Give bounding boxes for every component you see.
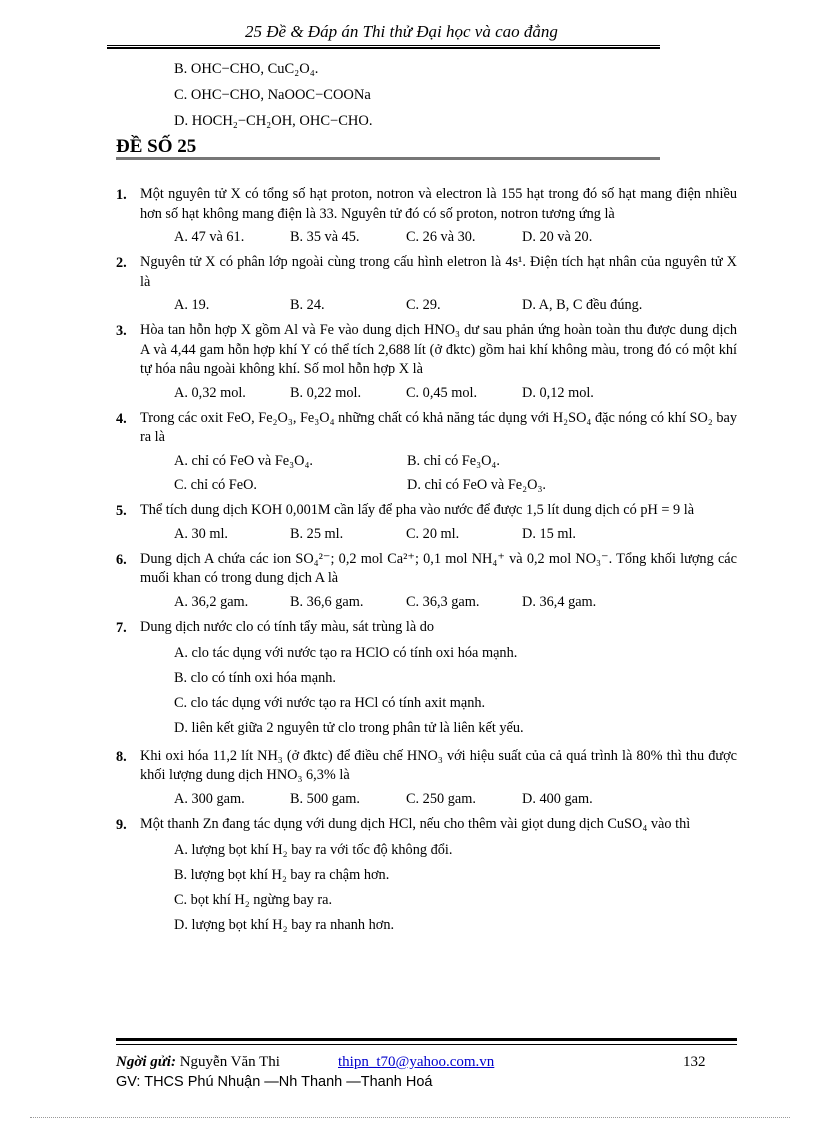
option-c: C. 26 và 30. bbox=[406, 229, 476, 245]
option-a: A. 300 gam. bbox=[174, 790, 245, 807]
option-c: C. 36,3 gam. bbox=[406, 593, 480, 610]
option-b: B. 35 và 45. bbox=[290, 229, 360, 245]
question-text: Một nguyên tử X có tổng số hạt proton, notron và electron là 155 hạt trong đó số hạt mang điện nhiều hơn số hạt không mang điện là 33. Nguyên tử đó có số proton, notron tương ứng là bbox=[140, 186, 737, 222]
page-bottom-border bbox=[30, 1117, 790, 1118]
header-title: 25 Đề & Đáp án Thi thử Đại học và cao đẳng bbox=[245, 22, 558, 41]
question-text: Một thanh Zn đang tác dụng với dung dịch HCl, nếu cho thêm vài giọt dung dịch CuSO₄ vào thì bbox=[140, 815, 691, 832]
question-text: Dung dịch A chứa các ion SO₄²⁻; 0,2 mol Ca²⁺; 0,1 mol NH₄⁺ và 0,2 mol NO₃⁻. Tổng khối lượng các muối khan có trong dung dịch A là bbox=[140, 550, 737, 586]
header-rule bbox=[107, 45, 660, 46]
question-8 bbox=[116, 747, 737, 809]
option-b: B. clo có tính oxi hóa mạnh. bbox=[174, 669, 337, 686]
option: B. OHC−CHO, CuC₂O₄. bbox=[174, 61, 319, 77]
option-a: A. 0,32 mol. bbox=[174, 384, 246, 401]
option-d: D. 400 gam. bbox=[522, 790, 593, 807]
question-number: 8. bbox=[116, 748, 127, 765]
previous-question-options bbox=[174, 58, 372, 136]
option-c: C. chỉ có FeO. bbox=[174, 476, 257, 493]
question-text: Khi oxi hóa 11,2 lít NH₃ (ở đktc) để điều chế HNO₃ với hiệu suất của cả quá trình là 80% thì thu được khối lượng dung dịch HNO₃ 6,3% là bbox=[140, 747, 737, 783]
sender-label: Ngời gửi: bbox=[116, 1054, 176, 1070]
option-d: D. liên kết giữa 2 nguyên tử clo trong phân tử là liên kết yếu. bbox=[174, 719, 524, 736]
question-number: 2. bbox=[116, 255, 127, 271]
option-c: C. clo tác dụng với nước tạo ra HCl có tính axit mạnh. bbox=[174, 694, 486, 711]
option-d: D. 15 ml. bbox=[522, 525, 577, 542]
question-4 bbox=[116, 409, 737, 495]
option-c: C. bọt khí H₂ ngừng bay ra. bbox=[174, 891, 333, 908]
question-7 bbox=[116, 618, 737, 741]
section-underline bbox=[116, 157, 660, 160]
footer-school: GV: THCS Phú Nhuận —Nh Thanh —Thanh Hoá bbox=[116, 1074, 433, 1090]
question-1 bbox=[116, 185, 737, 247]
option-b: B. 25 ml. bbox=[290, 525, 344, 542]
question-number: 4. bbox=[116, 410, 127, 427]
header-rule-thick bbox=[107, 47, 660, 49]
option-b: B. 36,6 gam. bbox=[290, 593, 364, 610]
question-text: Nguyên tử X có phân lớp ngoài cùng trong cấu hình eletron là 4s¹. Điện tích hạt nhân của nguyên tử X là bbox=[140, 254, 737, 290]
option-a: A. 19. bbox=[174, 297, 210, 313]
question-5 bbox=[116, 501, 737, 544]
question-6 bbox=[116, 550, 737, 612]
option-b: B. lượng bọt khí H₂ bay ra chậm hơn. bbox=[174, 866, 390, 883]
sender-name: Nguyễn Văn Thi bbox=[175, 1054, 280, 1070]
option-d: D. 0,12 mol. bbox=[522, 384, 594, 401]
question-list bbox=[116, 185, 737, 944]
option-a: A. chỉ có FeO và Fe₃O₄. bbox=[174, 452, 314, 469]
question-text: Thể tích dung dịch KOH 0,001M cần lấy để pha vào nước để được 1,5 lít dung dịch có pH = 9 là bbox=[140, 501, 695, 518]
option-d: D. lượng bọt khí H₂ bay ra nhanh hơn. bbox=[174, 916, 395, 933]
option-c: C. 29. bbox=[406, 297, 441, 313]
option-d: D. A, B, C đều đúng. bbox=[522, 297, 643, 313]
option: C. OHC−CHO, NaOOC−COONa bbox=[174, 87, 371, 103]
option-c: C. 250 gam. bbox=[406, 790, 476, 807]
question-text: Trong các oxit FeO, Fe₂O₃, Fe₃O₄ những chất có khả năng tác dụng với H₂SO₄ đặc nóng có khí SO₂ bay ra là bbox=[140, 409, 737, 445]
footer-rule bbox=[116, 1044, 737, 1045]
question-2 bbox=[116, 253, 737, 315]
question-9 bbox=[116, 815, 737, 938]
option-b: B. chỉ có Fe₃O₄. bbox=[407, 452, 500, 469]
option-a: A. 47 và 61. bbox=[174, 229, 245, 245]
option-d: D. 36,4 gam. bbox=[522, 593, 597, 610]
option-a: A. 30 ml. bbox=[174, 525, 229, 542]
option-a: A. clo tác dụng với nước tạo ra HClO có tính oxi hóa mạnh. bbox=[174, 644, 518, 661]
option: D. HOCH₂−CH₂OH, OHC−CHO. bbox=[174, 113, 373, 129]
question-text: Dung dịch nước clo có tính tẩy màu, sát trùng là do bbox=[140, 618, 435, 635]
question-number: 9. bbox=[116, 816, 127, 833]
option-c: C. 20 ml. bbox=[406, 525, 460, 542]
option-d: D. 20 và 20. bbox=[522, 229, 593, 245]
question-number: 5. bbox=[116, 502, 127, 519]
option-a: A. lượng bọt khí H₂ bay ra với tốc độ không đổi. bbox=[174, 841, 453, 858]
option-a: A. 36,2 gam. bbox=[174, 593, 249, 610]
option-c: C. 0,45 mol. bbox=[406, 384, 478, 401]
section-title: ĐỀ SỐ 25 bbox=[116, 136, 197, 157]
email-link[interactable]: thipn_t70@yahoo.com.vn bbox=[338, 1054, 495, 1070]
footer-sender bbox=[116, 1054, 280, 1071]
question-text: Hòa tan hỗn hợp X gồm Al và Fe vào dung dịch HNO₃ dư sau phản ứng hoàn toàn thu được dung dịch A và 4,44 gam hỗn hợp khí Y có thể tích 2,688 lít (ở đktc) gồm hai khí không màu, trong đó có một khí tự hóa nâu ngoài không khí. Số mol hỗn hợp X là bbox=[140, 322, 737, 377]
question-3 bbox=[116, 321, 737, 403]
page-number: 132 bbox=[683, 1054, 706, 1070]
option-b: B. 500 gam. bbox=[290, 790, 360, 807]
question-number: 3. bbox=[116, 323, 127, 339]
option-b: B. 0,22 mol. bbox=[290, 384, 362, 401]
question-number: 7. bbox=[116, 619, 127, 636]
question-number: 6. bbox=[116, 551, 127, 568]
option-b: B. 24. bbox=[290, 297, 325, 313]
option-d: D. chỉ có FeO và Fe₂O₃. bbox=[407, 476, 547, 493]
question-number: 1. bbox=[116, 187, 127, 203]
footer-rule-thick bbox=[116, 1038, 737, 1041]
